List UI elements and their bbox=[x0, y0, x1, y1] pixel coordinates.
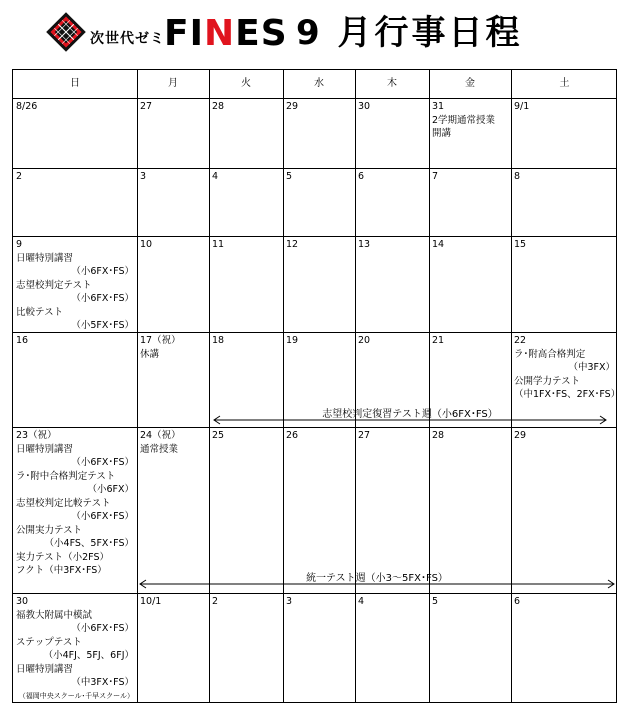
day-number: 27 bbox=[140, 101, 153, 112]
day-cell bbox=[16, 595, 134, 703]
event-line: 休講 bbox=[140, 348, 160, 360]
logo-subtitle: 次世代ゼミ bbox=[90, 31, 165, 47]
event-line: 開講 bbox=[432, 128, 452, 139]
day-cell bbox=[514, 100, 615, 114]
day-cell bbox=[140, 238, 206, 252]
event-line: 日曜特別講習 bbox=[16, 252, 74, 264]
weekday-header: 月 bbox=[168, 78, 178, 89]
day-number: 3 bbox=[286, 596, 293, 607]
span-label: 志望校判定復習テスト週（小6FX･FS） bbox=[322, 409, 498, 420]
span-arrow-icon bbox=[213, 415, 607, 425]
day-cell bbox=[432, 170, 508, 184]
day-number: 23（祝） bbox=[16, 430, 57, 441]
brand-name bbox=[164, 12, 288, 56]
day-cell bbox=[514, 429, 615, 443]
day-cell bbox=[286, 238, 352, 252]
day-number: 8/26 bbox=[16, 101, 38, 112]
event-line: （小6FX･FS） bbox=[71, 457, 134, 468]
day-number: 20 bbox=[358, 335, 371, 346]
day-number: 13 bbox=[358, 239, 371, 250]
day-cell bbox=[212, 238, 280, 252]
weekday-header: 日 bbox=[70, 78, 80, 89]
column-divider bbox=[137, 70, 138, 702]
event-line: 2学期通常授業 bbox=[432, 114, 496, 126]
day-number: 4 bbox=[212, 171, 219, 182]
day-cell bbox=[16, 170, 134, 184]
day-cell bbox=[358, 334, 426, 348]
day-number: 10 bbox=[140, 239, 153, 250]
day-number: 6 bbox=[514, 596, 521, 607]
weekday-header: 木 bbox=[387, 78, 397, 89]
day-number: 26 bbox=[286, 430, 299, 441]
day-number: 5 bbox=[286, 171, 293, 182]
day-number: 8 bbox=[514, 171, 521, 182]
event-line: （小4FJ、5FJ、6FJ） bbox=[43, 650, 134, 661]
day-number: 2 bbox=[16, 171, 23, 182]
column-divider bbox=[429, 70, 430, 702]
event-line: 日曜特別講習 bbox=[16, 443, 74, 455]
day-cell bbox=[432, 238, 508, 252]
event-line: 実力テスト（小2FS） bbox=[16, 551, 109, 563]
event-line: （小6FX･FS） bbox=[71, 293, 134, 304]
event-line: 日曜特別講習 bbox=[16, 663, 74, 675]
day-cell bbox=[212, 429, 280, 443]
day-cell bbox=[432, 334, 508, 348]
day-number: 31 bbox=[432, 101, 445, 112]
span-label: 統一テスト週（小3～5FX･FS） bbox=[306, 573, 448, 584]
day-cell bbox=[432, 595, 508, 609]
day-number: 16 bbox=[16, 335, 29, 346]
day-cell bbox=[358, 429, 426, 443]
day-cell bbox=[358, 238, 426, 252]
day-cell bbox=[16, 429, 134, 578]
brand-part-red: N bbox=[204, 13, 236, 54]
event-line: （小6FX･FS） bbox=[71, 623, 134, 634]
event-line: フクト（中3FX･FS） bbox=[16, 565, 107, 576]
row-divider bbox=[13, 593, 616, 594]
day-number: 17（祝） bbox=[140, 335, 181, 346]
day-cell bbox=[212, 100, 280, 114]
day-cell bbox=[358, 170, 426, 184]
event-line: 福教大附属中模試 bbox=[16, 609, 93, 621]
event-line: 公開学力テスト bbox=[514, 375, 581, 387]
day-cell bbox=[358, 100, 426, 114]
event-line: ステップテスト bbox=[16, 636, 82, 648]
weekday-header: 土 bbox=[559, 78, 570, 89]
event-line: 比較テスト bbox=[16, 306, 64, 318]
column-divider bbox=[283, 70, 284, 702]
row-divider bbox=[13, 236, 616, 237]
day-number: 27 bbox=[358, 430, 371, 441]
day-cell bbox=[514, 334, 621, 402]
span-arrow-icon bbox=[139, 579, 615, 589]
day-cell bbox=[286, 334, 352, 348]
day-cell bbox=[140, 595, 206, 609]
event-line: 通常授業 bbox=[140, 443, 179, 455]
day-number: 4 bbox=[358, 596, 365, 607]
event-line: （小4FS、5FX･FS） bbox=[44, 538, 134, 549]
day-cell bbox=[212, 334, 280, 348]
row-divider bbox=[13, 98, 616, 99]
day-number: 30 bbox=[16, 596, 29, 607]
day-number: 15 bbox=[514, 239, 527, 250]
event-line: 志望校判定比較テスト bbox=[16, 497, 111, 509]
day-number: 9 bbox=[16, 239, 23, 250]
calendar-grid bbox=[12, 69, 621, 703]
day-number: 14 bbox=[432, 239, 445, 250]
column-divider bbox=[209, 70, 210, 702]
row-divider bbox=[13, 168, 616, 169]
day-number: 7 bbox=[432, 171, 439, 182]
day-cell bbox=[212, 170, 280, 184]
day-cell bbox=[16, 238, 134, 333]
event-line: ラ･附高合格判定 bbox=[514, 348, 586, 360]
row-divider bbox=[13, 427, 616, 428]
event-line: （小6FX） bbox=[87, 484, 134, 495]
day-cell bbox=[514, 238, 615, 252]
day-cell bbox=[286, 429, 352, 443]
day-cell bbox=[286, 595, 352, 609]
day-cell bbox=[514, 170, 615, 184]
day-cell bbox=[16, 334, 134, 348]
brand-part: ES bbox=[235, 13, 288, 54]
day-number: 28 bbox=[212, 101, 225, 112]
day-number: 5 bbox=[432, 596, 439, 607]
day-number: 9/1 bbox=[514, 101, 530, 112]
page-title: 9 月行事日程 bbox=[296, 13, 523, 53]
event-line: （福岡中央スクール･千早スクール） bbox=[18, 691, 134, 700]
event-line: 志望校判定テスト bbox=[16, 279, 92, 291]
event-line: 公開実力テスト bbox=[16, 524, 83, 536]
event-line: （小6FX･FS） bbox=[71, 266, 134, 277]
fines-logo-mark-icon bbox=[46, 12, 86, 52]
day-number: 18 bbox=[212, 335, 225, 346]
event-line: （中1FX･FS、2FX･FS） bbox=[514, 389, 621, 400]
header bbox=[0, 0, 632, 66]
weekday-header: 水 bbox=[314, 78, 324, 89]
day-cell bbox=[286, 100, 352, 114]
day-number: 22 bbox=[514, 335, 527, 346]
day-cell bbox=[140, 334, 206, 361]
event-line: （中3FX･FS） bbox=[71, 677, 134, 688]
day-number: 29 bbox=[286, 101, 299, 112]
day-cell bbox=[140, 170, 206, 184]
day-number: 28 bbox=[432, 430, 445, 441]
day-number: 6 bbox=[358, 171, 365, 182]
day-number: 12 bbox=[286, 239, 299, 250]
day-cell bbox=[16, 100, 134, 114]
day-number: 24（祝） bbox=[140, 430, 181, 441]
day-number: 19 bbox=[286, 335, 299, 346]
day-cell bbox=[212, 595, 280, 609]
day-cell bbox=[514, 595, 615, 609]
day-number: 21 bbox=[432, 335, 445, 346]
event-line: （中3FX） bbox=[568, 362, 615, 373]
day-number: 29 bbox=[514, 430, 527, 441]
day-number: 2 bbox=[212, 596, 219, 607]
column-divider bbox=[355, 70, 356, 702]
day-cell bbox=[140, 429, 206, 456]
day-number: 10/1 bbox=[140, 596, 162, 607]
weekday-header: 金 bbox=[465, 78, 475, 89]
day-cell bbox=[358, 595, 426, 609]
event-line: ラ･附中合格判定テスト bbox=[16, 470, 116, 482]
day-number: 3 bbox=[140, 171, 147, 182]
day-cell bbox=[432, 429, 508, 443]
day-number: 30 bbox=[358, 101, 371, 112]
day-cell bbox=[140, 100, 206, 114]
day-number: 25 bbox=[212, 430, 225, 441]
column-divider bbox=[511, 70, 512, 702]
day-number: 11 bbox=[212, 239, 225, 250]
day-cell bbox=[432, 100, 508, 141]
event-line: （小5FX･FS） bbox=[71, 320, 134, 331]
day-cell bbox=[286, 170, 352, 184]
brand-part: FI bbox=[164, 13, 204, 54]
weekday-header: 火 bbox=[241, 78, 251, 89]
event-line: （小6FX･FS） bbox=[71, 511, 134, 522]
